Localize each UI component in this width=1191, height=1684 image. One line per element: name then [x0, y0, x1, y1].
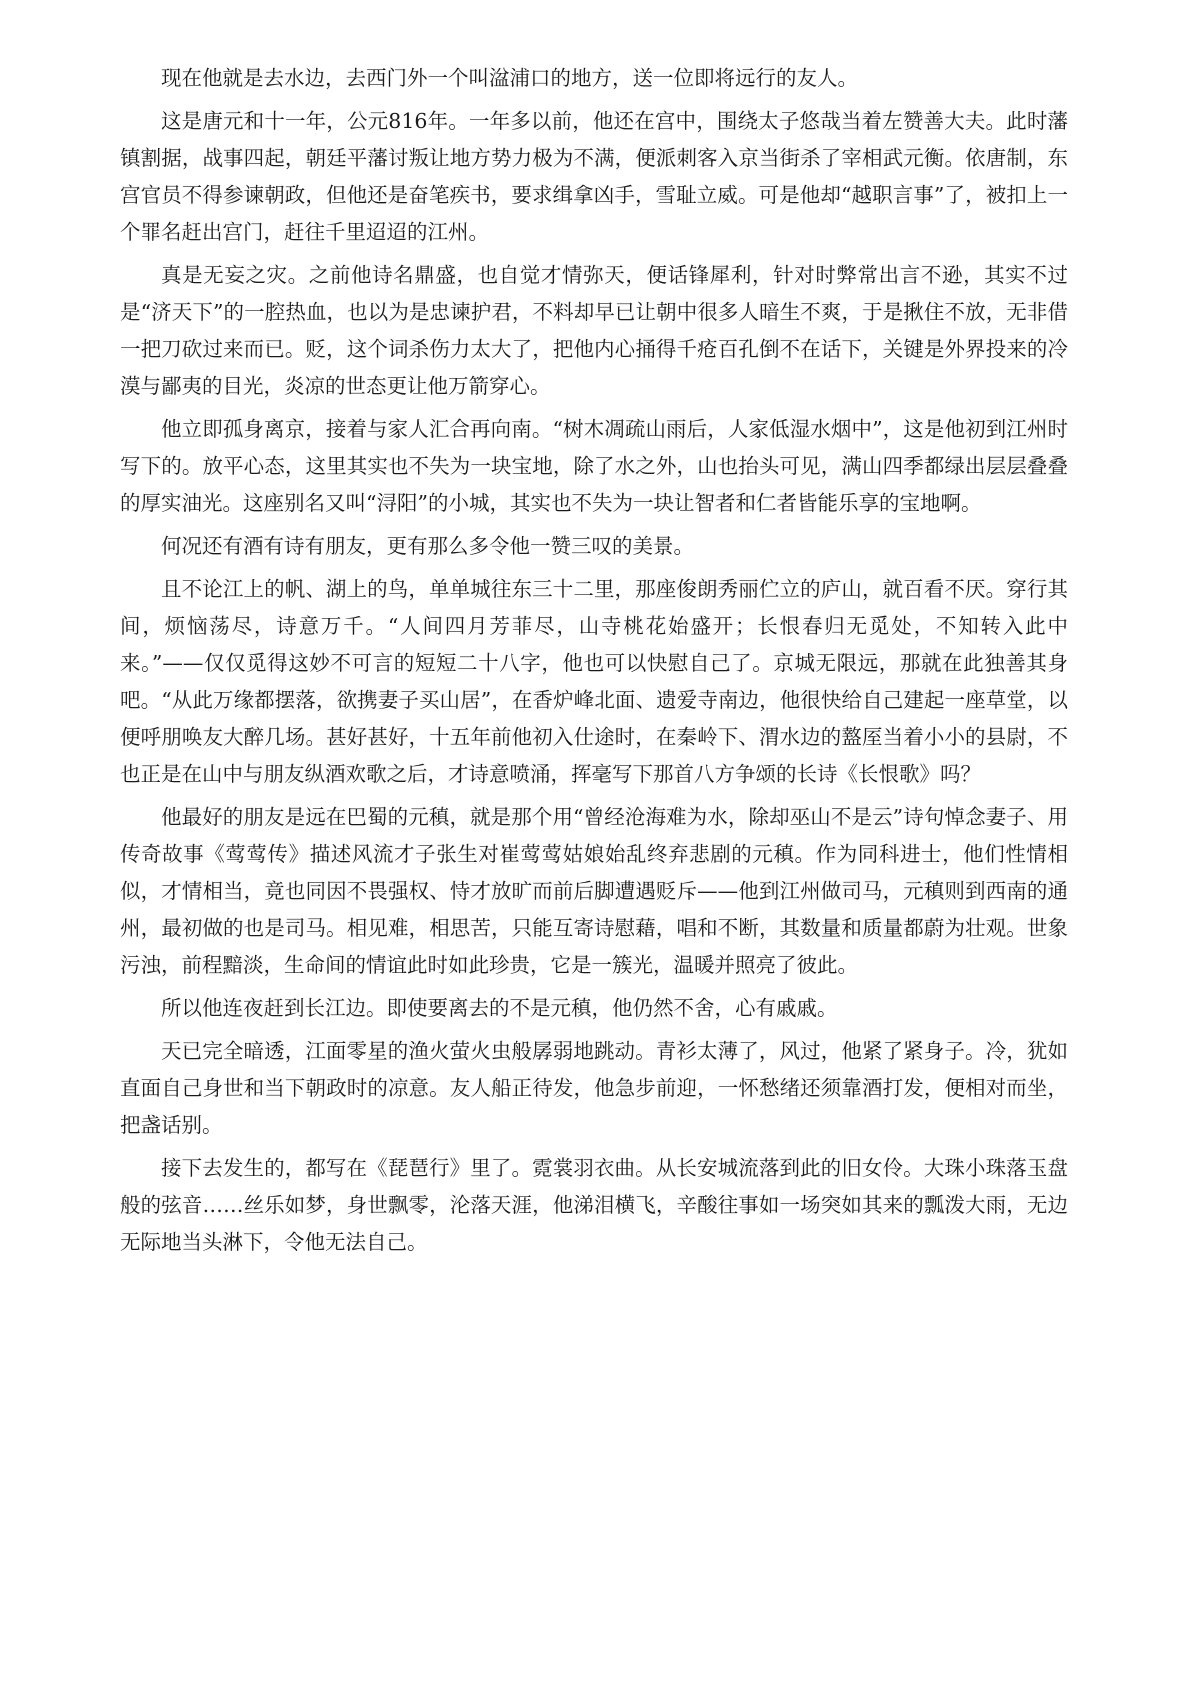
paragraph: 接下去发生的，都写在《琵琶行》里了。霓裳羽衣曲。从长安城流落到此的旧女伶。大珠小珠落玉盘般的弦音……丝乐如梦，身世飘零，沦落天涯，他涕泪横飞，辛酸往事如一场突如其来的瓢泼大雨，无边无际地当头淋下，令他无法自己。 — [120, 1156, 1068, 1254]
paragraph: 真是无妄之灾。之前他诗名鼎盛，也自觉才情弥天，便话锋犀利，针对时弊常出言不逊，其实不过是“济天下”的一腔热血，也以为是忠谏护君，不料却早已让朝中很多人暗生不爽，于是揪住不放，无非借一把刀砍过来而已。贬，这个词杀伤力太大了，把他内心捅得千疮百孔倒不在话下，关键是外界投来的冷漠与鄙夷的目光，炎凉的世态更让他万箭穿心。 — [120, 263, 1068, 398]
paragraph: 且不论江上的帆、湖上的鸟，单单城往东三十二里，那座俊朗秀丽伫立的庐山，就百看不厌。穿行其间，烦恼荡尽，诗意万千。“人间四月芳菲尽，山寺桃花始盛开；长恨春归无觅处，不知转入此中来。”——仅仅觅得这妙不可言的短短二十八字，他也可以快慰自己了。京城无限远，那就在此独善其身吧。“从此万缘都摆落，欲携妻子买山居”，在香炉峰北面、遗爱寺南边，他很快给自己建起一座草堂，以便呼朋唤友大醉几场。甚好甚好，十五年前他初入仕途时，在秦岭下、渭水边的盩厔当着小小的县尉，不也正是在山中与朋友纵酒欢歌之后，才诗意喷涌，挥毫写下那首八方争颂的长诗《长恨歌》吗？ — [120, 577, 1068, 786]
article-body — [120, 60, 1068, 1267]
paragraph: 这是唐元和十一年，公元816年。一年多以前，他还在宫中，围绕太子悠哉当着左赞善大夫。此时藩镇割据，战事四起，朝廷平藩讨叛让地方势力极为不满，便派刺客入京当街杀了宰相武元衡。依唐制，东宫官员不得参谏朝政，但他还是奋笔疾书，要求缉拿凶手，雪耻立威。可是他却“越职言事”了，被扣上一个罪名赶出宫门，赶往千里迢迢的江州。 — [120, 109, 1068, 244]
paragraph: 他最好的朋友是远在巴蜀的元稹，就是那个用“曾经沧海难为水，除却巫山不是云”诗句悼念妻子、用传奇故事《莺莺传》描述风流才子张生对崔莺莺姑娘始乱终弃悲剧的元稹。作为同科进士，他们性情相似，才情相当，竟也同因不畏强权、恃才放旷而前后脚遭遇贬斥——他到江州做司马，元稹则到西南的通州，最初做的也是司马。相见难，相思苦，只能互寄诗慰藉，唱和不断，其数量和质量都蔚为壮观。世象污浊，前程黯淡，生命间的情谊此时如此珍贵，它是一簇光，温暖并照亮了彼此。 — [120, 805, 1068, 977]
paragraph: 天已完全暗透，江面零星的渔火萤火虫般孱弱地跳动。青衫太薄了，风过，他紧了紧身子。冷，犹如直面自己身世和当下朝政时的凉意。友人船正待发，他急步前迎，一怀愁绪还须靠酒打发，便相对而坐，把盏话别。 — [120, 1039, 1068, 1137]
paragraph: 所以他连夜赶到长江边。即使要离去的不是元稹，他仍然不舍，心有戚戚。 — [161, 996, 838, 1020]
paragraph: 何况还有酒有诗有朋友，更有那么多令他一赞三叹的美景。 — [161, 534, 694, 558]
paragraph: 现在他就是去水边，去西门外一个叫湓浦口的地方，送一位即将远行的友人。 — [161, 66, 858, 90]
paragraph: 他立即孤身离京，接着与家人汇合再向南。“树木凋疏山雨后，人家低湿水烟中”，这是他初到江州时写下的。放平心态，这里其实也不失为一块宝地，除了水之外，山也抬头可见，满山四季都绿出层层叠叠的厚实油光。这座别名又叫“浔阳”的小城，其实也不失为一块让智者和仁者皆能乐享的宝地啊。 — [120, 417, 1068, 515]
